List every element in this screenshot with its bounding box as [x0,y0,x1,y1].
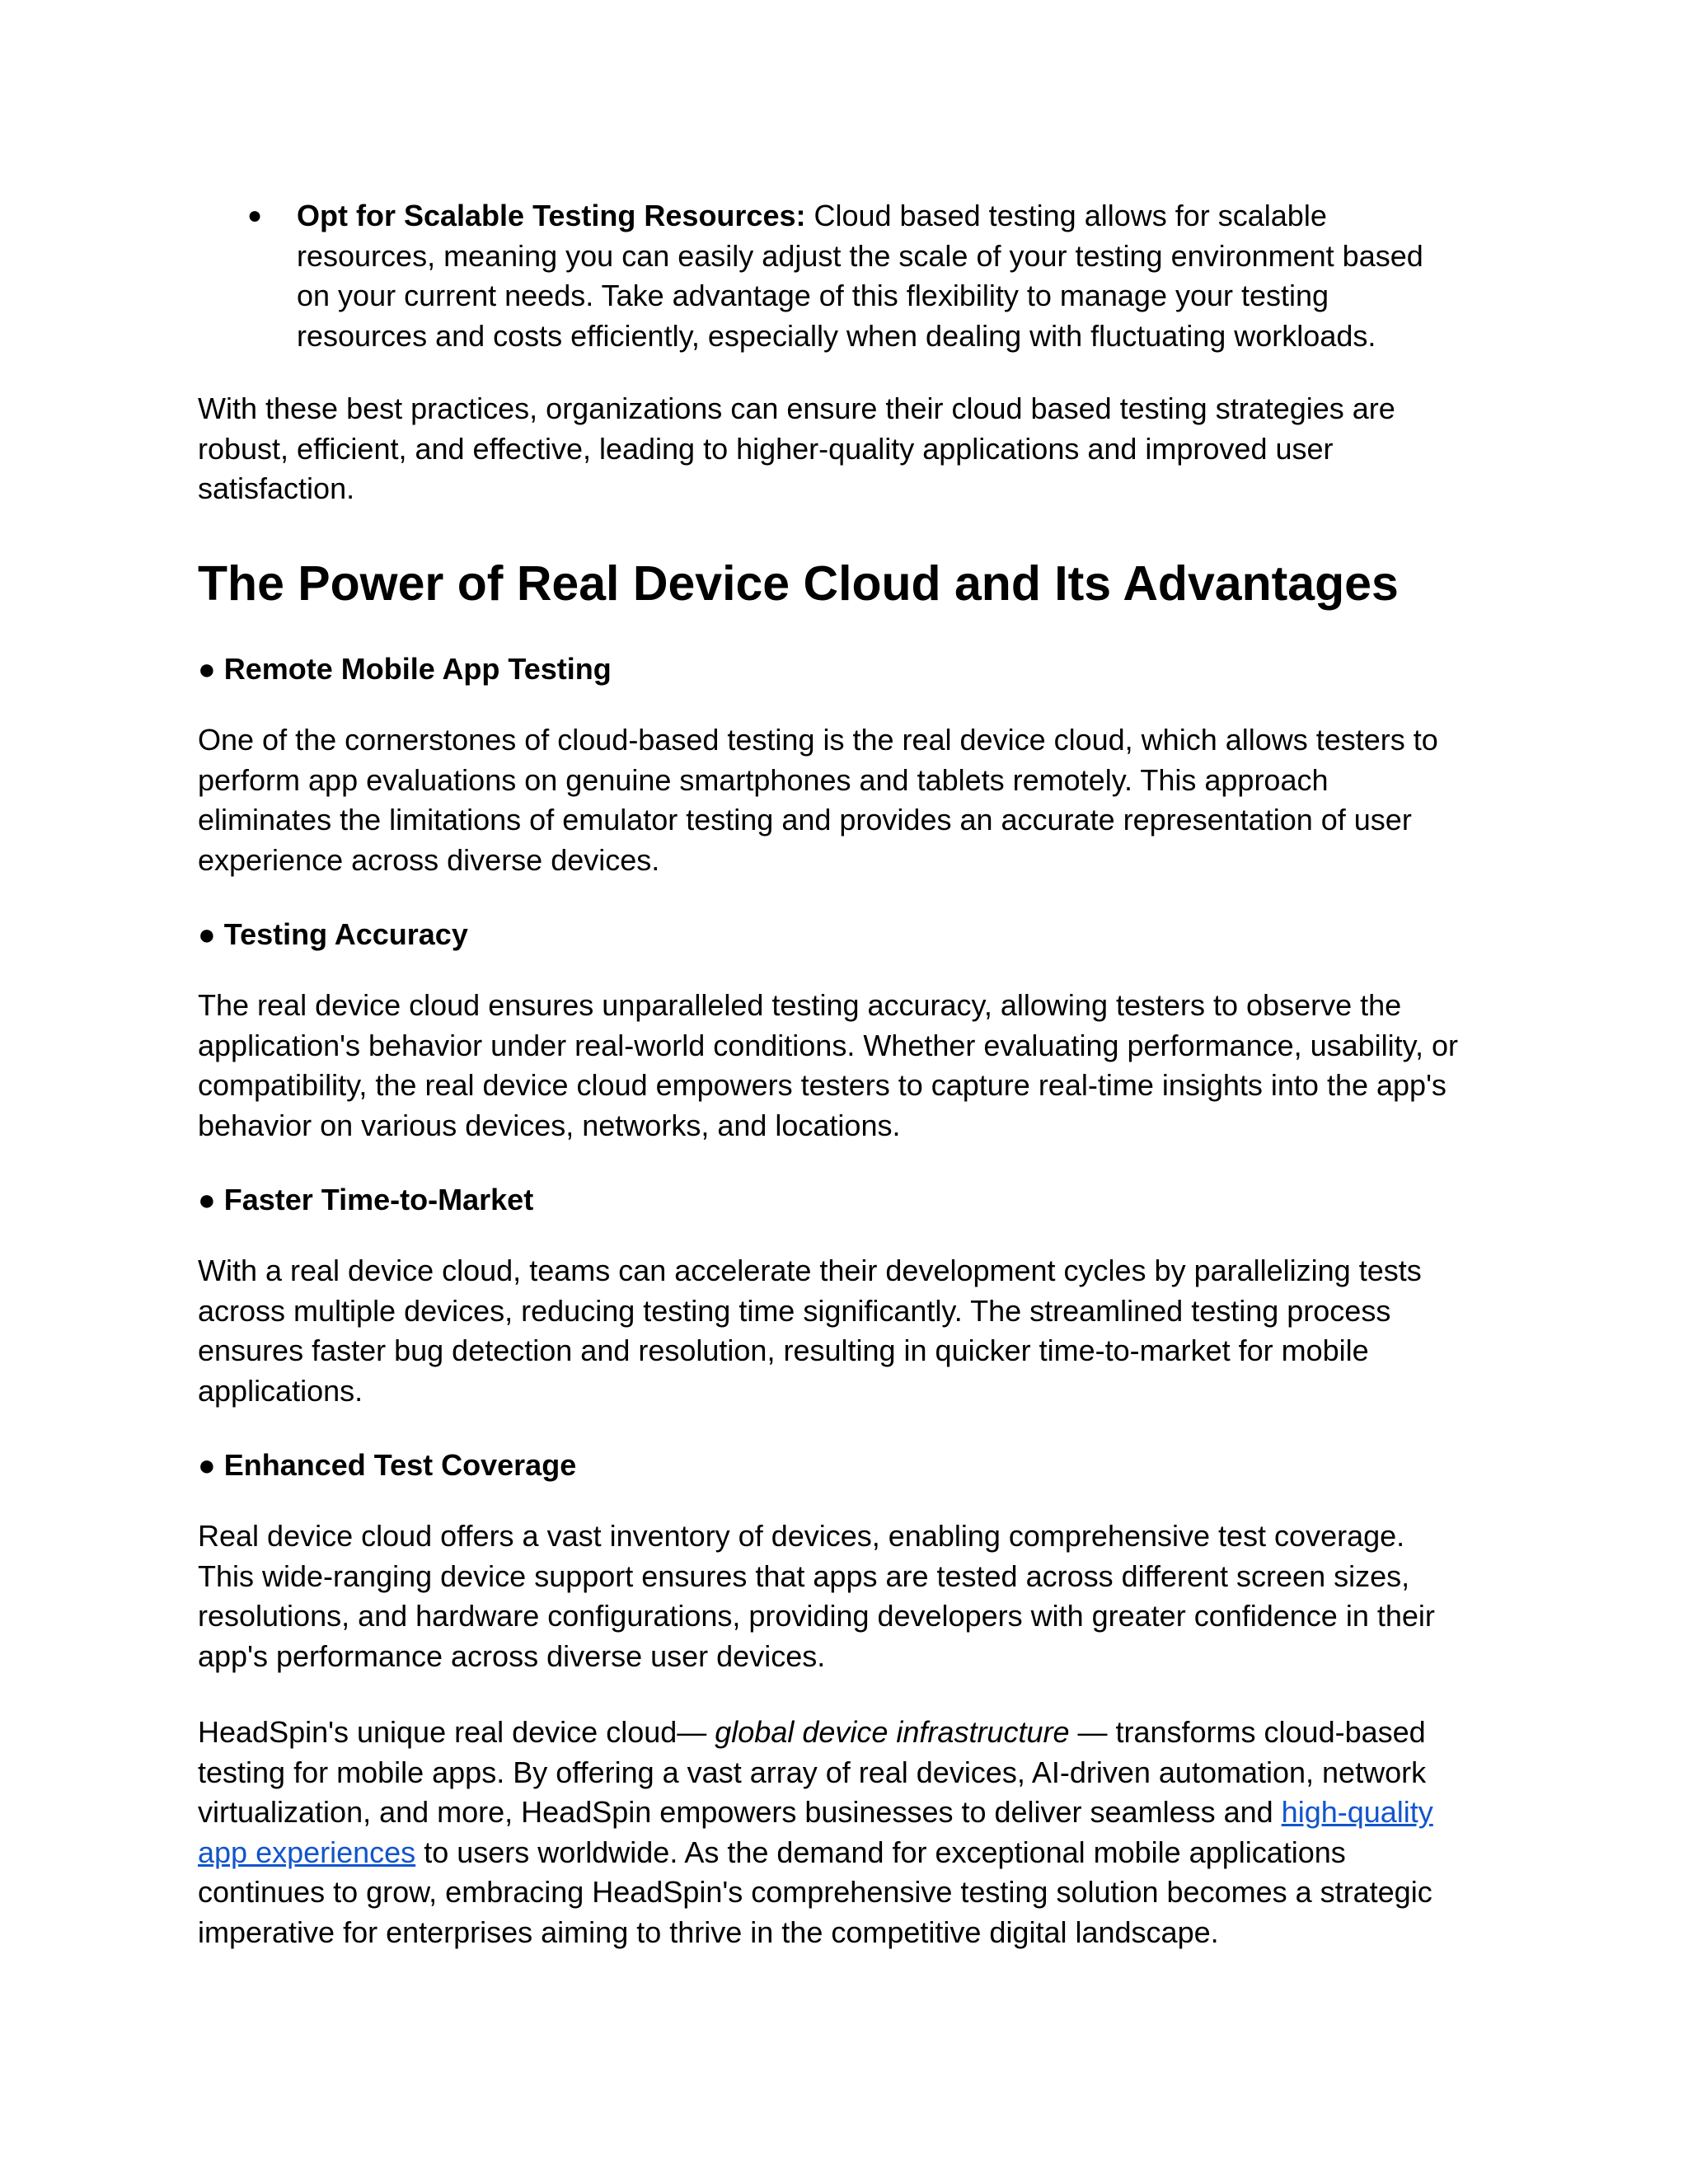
paragraph-line: The real device cloud ensures unparalleled testing accuracy, allowing testers to observe the [198,988,1402,1022]
closing-italic-text: global device infrastructure [715,1715,1070,1749]
closing-text: — transforms cloud-based [1069,1715,1426,1749]
high-quality-app-experiences-link[interactable]: high-quality [1281,1795,1433,1829]
bullet-line-1 [297,196,1599,237]
paragraph-line: perform app evaluations on genuine smartphones and tablets remotely. This approach [198,762,1329,797]
closing-line-3 [198,1793,1500,1833]
bullet-line-3: on your current needs. Take advantage of this flexibility to manage your testing [297,279,1329,312]
closing-line-1 [198,1713,1500,1753]
heading-remote-mobile-app-testing: ● Remote Mobile App Testing [198,652,612,686]
heading-testing-accuracy: ● Testing Accuracy [198,917,468,951]
bullet-text: Cloud based testing allows for scalable [805,199,1327,232]
testing-accuracy-paragraph [198,986,1500,1146]
paragraph-line: behavior on various devices, networks, and locations. [198,1108,901,1142]
closing-line-2: testing for mobile apps. By offering a vast array of real devices, AI-driven automation, network [198,1755,1427,1789]
paragraph-line: app's performance across diverse user devices. [198,1638,826,1673]
remote-testing-paragraph [198,720,1500,880]
bullet-lead: Opt for Scalable Testing Resources: [297,199,806,232]
closing-paragraph [198,1713,1500,1952]
summary-line: With these best practices, organizations can ensure their cloud based testing strategies are [198,391,1395,425]
heading-enhanced-test-coverage: ● Enhanced Test Coverage [198,1448,577,1482]
paragraph-line: resolutions, and hardware configurations, providing developers with greater confidence in their [198,1599,1435,1633]
section-title: The Power of Real Device Cloud and Its Advantages [198,556,1399,611]
paragraph-line: applications. [198,1373,363,1408]
time-to-market-paragraph [198,1251,1500,1411]
paragraph-line: experience across diverse devices. [198,842,660,877]
bullet-line-4: resources and costs efficiently, especially when dealing with fluctuating workloads. [297,318,1376,353]
closing-line-4 [198,1833,1500,1873]
closing-text: HeadSpin's unique real device cloud— [198,1715,715,1749]
closing-text: to users worldwide. As the demand for exceptional mobile applications [415,1835,1346,1869]
closing-line-6: imperative for enterprises aiming to thrive in the competitive digital landscape. [198,1915,1219,1949]
closing-line-5: continues to grow, embracing HeadSpin's comprehensive testing solution becomes a strategic [198,1875,1432,1909]
paragraph-line: ensures faster bug detection and resolution, resulting in quicker time-to-market for mobile [198,1333,1369,1367]
paragraph-line: compatibility, the real device cloud empowers testers to capture real-time insights into the app's [198,1068,1447,1102]
summary-line: satisfaction. [198,471,355,505]
test-coverage-paragraph [198,1516,1500,1676]
bullet-marker: ● [247,202,263,229]
high-quality-app-experiences-link[interactable]: app experiences [198,1835,416,1869]
paragraph-line: Real device cloud offers a vast inventory of devices, enabling comprehensive test coverage. [198,1519,1405,1553]
paragraph-line: across multiple devices, reducing testing time significantly. The streamlined testing process [198,1293,1391,1328]
heading-faster-time-to-market: ● Faster Time-to-Market [198,1183,534,1216]
paragraph-line: One of the cornerstones of cloud-based testing is the real device cloud, which allows testers to [198,723,1438,757]
summary-line: robust, efficient, and effective, leading to higher-quality applications and improved user [198,431,1334,466]
paragraph-line: With a real device cloud, teams can accelerate their development cycles by parallelizing tests [198,1254,1422,1287]
scalable-resources-bullet [198,196,1599,356]
paragraph-line: application's behavior under real-world conditions. Whether evaluating performance, usability, or [198,1028,1459,1062]
bullet-line-2: resources, meaning you can easily adjust the scale of your testing environment based [297,238,1423,273]
closing-text: virtualization, and more, HeadSpin empowers businesses to deliver seamless and [198,1795,1282,1829]
paragraph-line: eliminates the limitations of emulator testing and provides an accurate representation of user [198,803,1412,837]
paragraph-line: This wide-ranging device support ensures that apps are tested across different screen sizes, [198,1558,1410,1593]
summary-paragraph [198,389,1500,509]
